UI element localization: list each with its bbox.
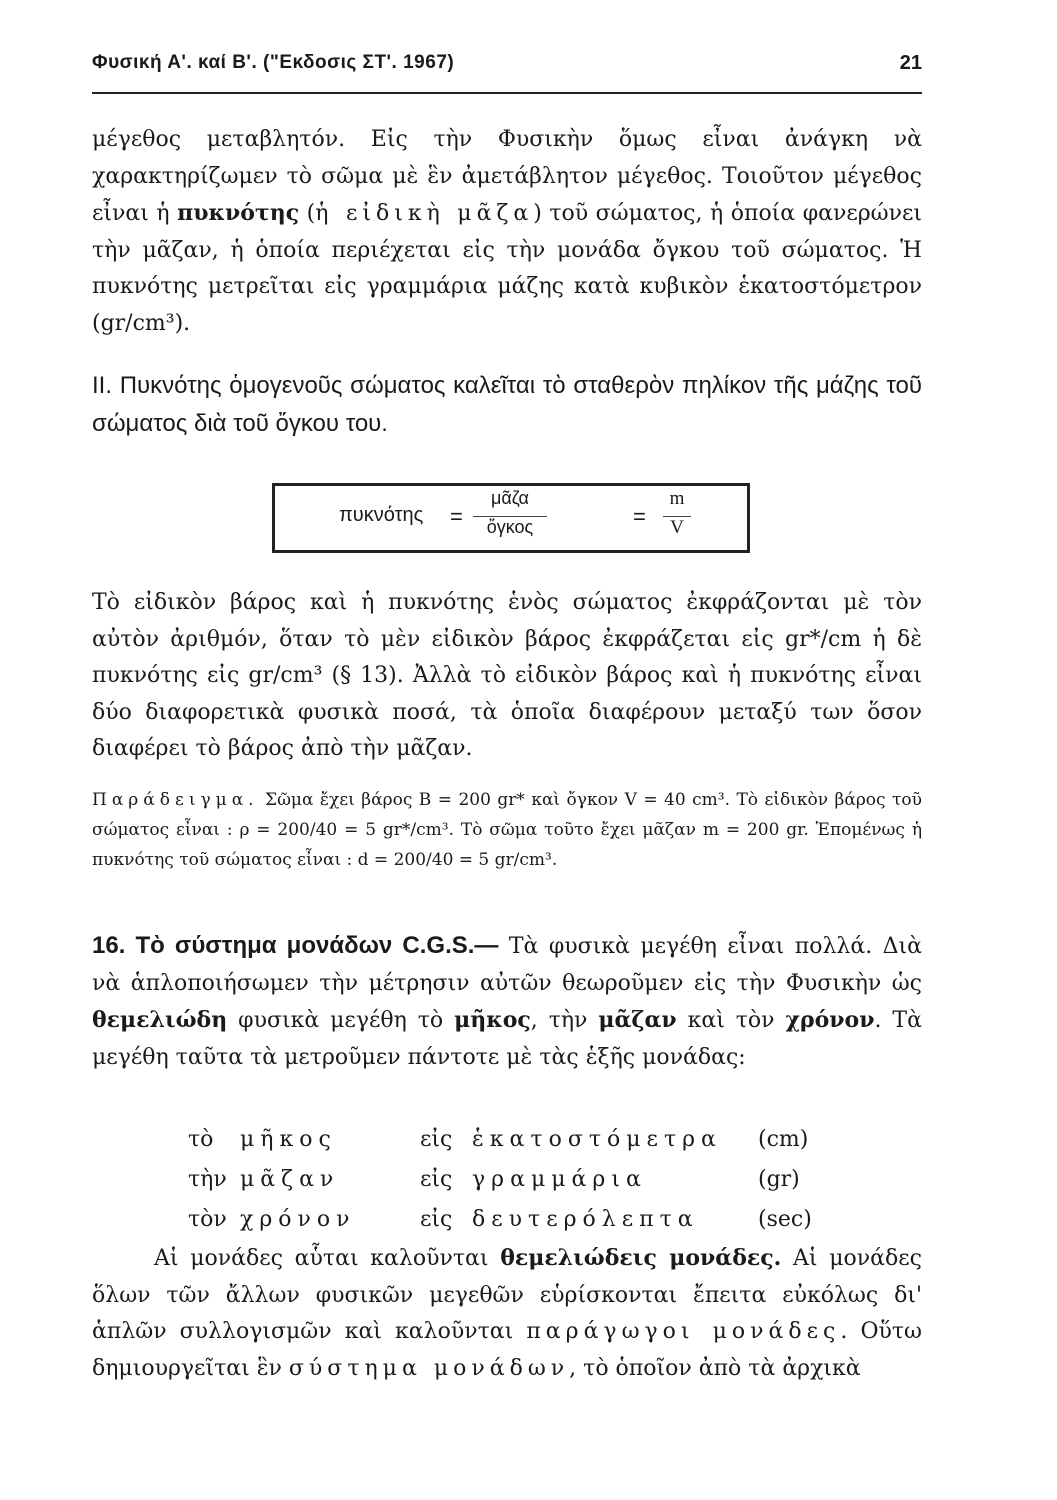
text-run: μέγεθος μεταβλητόν. Εἰς τὴν Φυσικὴν ὅμως εἶναι ἀνάγκη νὰ χαρακτηρίζωμεν τὸ σῶμα μὲ ἓν ἀμετάβλητον μέγεθος. Τοιοῦτον μέγεθος εἶναι ἡ [92,127,922,226]
numerator-mass: μᾶζα [473,488,547,517]
running-header [92,52,922,94]
text-run: . Τὰ μεγέθη ταῦτα τὰ μετροῦμεν πάντοτε μὲ τὰς ἑξῆς μονάδας: [92,1008,922,1070]
formula-label: πυκνότης [339,504,424,526]
text-run: Τὰ φυσικὰ μεγέθη εἶναι πολλά. Διὰ νὰ ἁπλοποιήσωμεν τὴν μέτρησιν αὐτῶν θεωροῦμεν εἰς τὴν Φυσικὴν ὡς [92,934,923,996]
unit-article: τὸ [188,1127,214,1152]
term-fundamental-units: θεμελιώδεις μονάδες. [500,1245,782,1271]
unit-name: γραμμάρια [472,1167,647,1192]
unit-abbr: (sec) [758,1207,812,1232]
term-derived-units: παράγωγοι μονάδες [526,1319,841,1344]
text-run: . Οὕτω δημιουργεῖται ἓν [92,1319,923,1381]
text-run: Αἱ μονάδες αὗται καλοῦνται [154,1246,501,1271]
units-list [188,1120,828,1240]
example-text: Σῶμα ἔχει βάρος Β = 200 gr* καὶ ὄγκον V = 40 cm³. Τὸ εἰδικὸν βάρος τοῦ σώματος εἶναι : ρ = 200/40 = 5 gr*/cm³. Τὸ σῶμα τοῦτο ἔχει μᾶζαν m = 200 gr. Ἑπομένως ἡ πυκνότης τοῦ σώματος εἶναι : d = 200/40 = 5 gr/cm³. [92,790,922,870]
unit-name: ἑκατοστόμετρα [472,1127,722,1152]
term-mass: μᾶζαν [598,1007,677,1033]
text-run: , τὴν [530,1008,599,1033]
text-run: ( [299,201,316,226]
unit-prep: εἰς [420,1127,453,1152]
unit-quantity: μῆκος [240,1127,337,1152]
unit-quantity: χρόνον [240,1207,356,1232]
unit-article: τὸν [188,1207,227,1232]
text-run: , τὸ ὁποῖον ἀπὸ τὰ ἀρχικὰ [569,1355,861,1381]
text-run: καὶ τὸν [676,1008,786,1033]
denominator-volume: ὄγκος [486,517,534,537]
text-run: φυσικὰ μεγέθη τὸ [227,1008,455,1033]
term-time: χρόνον [785,1007,875,1033]
term-fundamental: θεμελιώδη [92,1007,228,1033]
term-unit-system: σύστημα μονάδων [288,1355,570,1381]
fraction-symbols [663,488,691,539]
unit-prep: εἰς [420,1207,453,1232]
unit-article: τὴν [188,1167,227,1192]
term-density: πυκνότης [177,200,300,226]
example-block [92,785,922,875]
text-run: ) τοῦ σώματος, ἡ ὁποία φανερώνει τὴν μᾶζαν, ἡ ὁποία περιέχεται εἰς τὴν μονάδα ὄγκου τοῦ σώματος. Ἡ πυκνότης μετρεῖται εἰς γραμμάρια μάζης κατὰ κυβικὸν ἑκατοστόμετρον (gr/cm³). [92,201,922,336]
page-number: 21 [899,52,922,74]
unit-row-length [188,1120,828,1160]
text-run: Αἱ μονάδες ὅλων τῶν ἄλλων φυσικῶν μεγεθῶν εὑρίσκονται ἔπειτα εὐκόλως δι' ἁπλῶν συλλογισμῶν καὶ καλοῦνται [92,1246,922,1344]
denominator-v: V [670,517,684,538]
equals-sign: = [633,504,646,529]
section-16-paragraph [92,928,922,1076]
unit-prep: εἰς [420,1167,453,1192]
unit-row-mass [188,1160,828,1200]
paragraph-derived-units [92,1240,922,1387]
unit-abbr: (cm) [758,1127,809,1152]
equals-sign: = [450,504,463,529]
unit-name: δευτερόλεπτα [472,1207,699,1232]
unit-quantity: μᾶζαν [240,1167,340,1192]
paragraph-density-intro [92,122,922,342]
density-definition: ΙΙ. Πυκνότης ὁμογενοῦς σώματος καλεῖται τὸ σταθερὸν πηλίκον τῆς μάζης τοῦ σώματος διὰ τοῦ ὄγκου του. [92,372,922,437]
unit-abbr: (gr) [758,1167,800,1192]
fraction-words [473,488,547,538]
section-heading: 16. Τὸ σύστημα μονάδων C.G.S.— [92,932,499,959]
paragraph-specific-weight: Τὸ εἰδικὸν βάρος καὶ ἡ πυκνότης ἑνὸς σώματος ἐκφράζονται μὲ τὸν αὐτὸν ἀριθμόν, ὅταν τὸ μὲν εἰδικὸν βάρος ἐκφράζεται εἰς gr*/cm ἡ δὲ πυκνότης εἰς gr/cm³ (§ 13). Ἀλλὰ τὸ εἰδικὸν βάρος καὶ ἡ πυκνότης εἶναι δύο διαφορετικὰ φυσικὰ ποσά, τὰ ὁποῖα διαφέρουν μεταξύ των ὅσον διαφέρει τὸ βάρος ἀπὸ τὴν μᾶζαν. [92,590,922,761]
unit-row-time [188,1200,828,1240]
term-specific-mass: ἡ εἰδικὴ μᾶζα [315,201,534,226]
example-label: Παράδειγμα. [92,790,259,810]
numerator-m: m [663,488,691,517]
density-formula-box [272,483,750,553]
term-length: μῆκος [454,1007,531,1033]
book-title: Φυσική Α'. καί Β'. ("Εκδοσις ΣΤ'. 1967) [92,52,455,73]
